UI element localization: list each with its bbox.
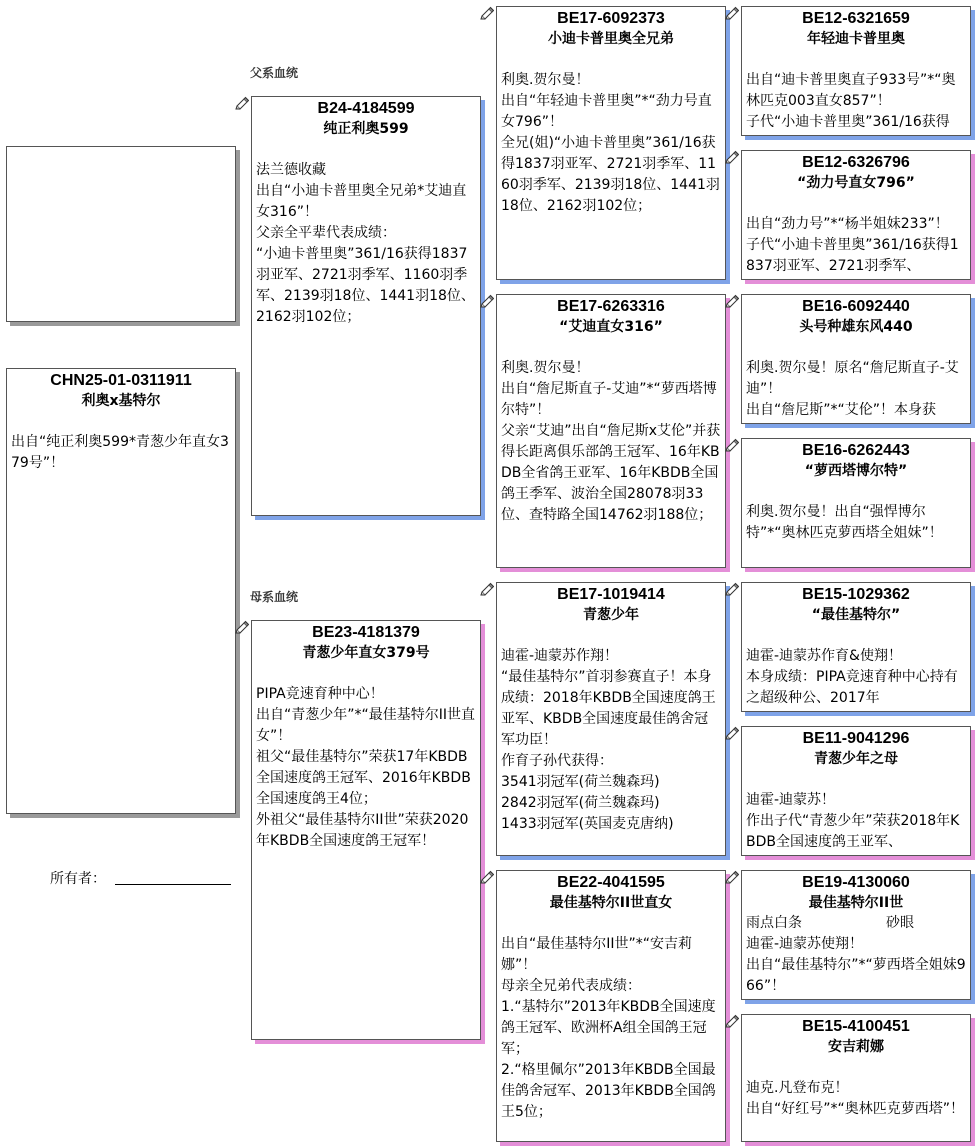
pencil-icon[interactable]: [725, 438, 739, 452]
dss-ring-number: BE15-1029362: [802, 586, 910, 603]
sds-notes: 利奥.贺尔曼！原名“詹尼斯直子-艾迪”！ 出自“詹尼斯”*“艾伦”！本身获: [746, 360, 959, 418]
dss-card[interactable]: [741, 582, 971, 712]
dam-line-label: 母系血统: [250, 590, 299, 604]
subject-name: 利奥x基特尔: [81, 393, 161, 409]
dam-card[interactable]: [251, 620, 481, 1040]
dam-dam-ring-number: BE22-4041595: [557, 874, 665, 891]
pencil-icon[interactable]: [725, 870, 739, 884]
sds-name: 头号种雄东风440: [799, 319, 913, 335]
sire-dam-card[interactable]: [496, 294, 726, 568]
dds-notes: 雨点白条 砂眼 迪霍-迪蒙苏使翔！ 出自“最佳基特尔”*“萝西塔全姐妹966”！: [746, 915, 966, 994]
pencil-icon[interactable]: [235, 96, 249, 110]
dsd-name: 青葱少年之母: [814, 751, 898, 767]
sdd-card[interactable]: [741, 438, 971, 568]
dds-card[interactable]: [741, 870, 971, 1000]
ssd-ring-number: BE12-6326796: [802, 154, 910, 171]
ddd-notes: 迪克.凡登布克！ 出自“好红号”*“奥林匹克萝西塔”！: [746, 1080, 965, 1117]
owner-label: 所有者：: [50, 871, 106, 887]
sdd-name: “萝西塔博尔特”: [804, 463, 908, 479]
pencil-icon[interactable]: [480, 582, 494, 596]
sds-card[interactable]: [741, 294, 971, 424]
dam-dam-card[interactable]: [496, 870, 726, 1142]
dsd-card[interactable]: [741, 726, 971, 856]
dsd-notes: 迪霍-迪蒙苏！ 作出子代“青葱少年”荣获2018年KBDB全国速度鸽王亚军、: [746, 792, 960, 850]
dam-dam-name: 最佳基特尔II世直女: [549, 895, 673, 911]
pencil-icon[interactable]: [480, 294, 494, 308]
pencil-icon[interactable]: [480, 870, 494, 884]
sire-dam-name: “艾迪直女316”: [559, 319, 663, 335]
photo-frame: [6, 146, 236, 322]
dds-ring-number: BE19-4130060: [802, 874, 910, 891]
dam-name: 青葱少年直女379号: [302, 645, 430, 661]
sire-sire-notes: 利奥.贺尔曼！ 出自“年轻迪卡普里奥”*“劲力号直女796”！ 全兄(姐)“小迪卡普里奥”361/16获得1837羽亚军、2721羽季军、1160羽季军、2139羽18位、1441羽18位、2162羽102位；: [501, 72, 720, 214]
sire-sire-card[interactable]: [496, 6, 726, 280]
dsd-ring-number: BE11-9041296: [802, 730, 910, 747]
sdd-ring-number: BE16-6262443: [802, 442, 910, 459]
sire-line-label: 父系血统: [250, 66, 299, 80]
pencil-icon[interactable]: [725, 726, 739, 740]
subject-notes: 出自“纯正利奥599*青葱少年直女379号”！: [11, 434, 229, 471]
sss-notes: 出自“迪卡普里奥直子933号”*“奥林匹克003直女857”！ 子代“小迪卡普里奥”361/16获得: [746, 72, 956, 130]
dam-sire-notes: 迪霍-迪蒙苏作翔！ “最佳基特尔”首羽参赛直子！本身成绩：2018年KBDB全国速度鸽王亚军、KBDB全国速度最佳鸽舍冠军功臣！ 作育子孙代获得： 3541羽冠军(荷兰魏森玛) 2842羽冠军(荷兰魏森玛) 1433羽冠军(英国麦克唐纳): [501, 648, 716, 832]
sss-name: 年轻迪卡普里奥: [807, 31, 905, 47]
pencil-icon[interactable]: [725, 150, 739, 164]
dam-ring-number: BE23-4181379: [312, 624, 420, 641]
owner-signature-line: [115, 884, 231, 885]
dam-notes: PIPA竞速育种中心！ 出自“青葱少年”*“最佳基特尔II世直女”！ 祖父“最佳基特尔”荣获17年KBDB全国速度鸽王冠军、2016年KBDB全国速度鸽王4位； 外祖父“最佳基特尔II世”荣获2020年KBDB全国速度鸽王冠军！: [256, 686, 476, 849]
sds-ring-number: BE16-6092440: [802, 298, 910, 315]
pencil-icon[interactable]: [725, 294, 739, 308]
pencil-icon[interactable]: [725, 1014, 739, 1028]
dam-sire-card[interactable]: [496, 582, 726, 856]
ddd-name: 安吉莉娜: [828, 1039, 884, 1055]
dds-name: 最佳基特尔II世: [808, 895, 904, 911]
sire-card[interactable]: [251, 96, 481, 516]
dam-sire-ring-number: BE17-1019414: [557, 586, 665, 603]
sire-ring-number: B24-4184599: [317, 100, 415, 117]
pencil-icon[interactable]: [480, 6, 494, 20]
sss-ring-number: BE12-6321659: [802, 10, 910, 27]
subject-ring-number: CHN25-01-0311911: [50, 372, 192, 389]
sss-card[interactable]: [741, 6, 971, 136]
pencil-icon[interactable]: [725, 6, 739, 20]
ssd-card[interactable]: [741, 150, 971, 280]
sire-notes: 法兰德收藏 出自“小迪卡普里奥全兄弟*艾迪直女316”！ 父亲全平辈代表成绩： “小迪卡普里奥”361/16获得1837羽亚军、2721羽季军、1160羽季军、2139羽18位、1441羽18位、2162羽102位；: [256, 162, 475, 325]
pencil-icon[interactable]: [725, 582, 739, 596]
dam-dam-notes: 出自“最佳基特尔II世”*“安吉莉娜”！ 母亲全兄弟代表成绩： 1.“基特尔”2013年KBDB全国速度鸽王冠军、欧洲杯A组全国鸽王冠军； 2.“格里佩尔”2013年KBDB全国最佳鸽舍冠军、2013年KBDB全国鸽王5位；: [501, 936, 716, 1120]
pencil-icon[interactable]: [235, 620, 249, 634]
sire-dam-ring-number: BE17-6263316: [557, 298, 665, 315]
sire-name: 纯正利奥599: [323, 121, 409, 137]
ddd-card[interactable]: [741, 1014, 971, 1142]
dss-name: “最佳基特尔”: [811, 607, 901, 623]
ssd-name: “劲力号直女796”: [797, 175, 915, 191]
dam-sire-name: 青葱少年: [583, 607, 639, 623]
ddd-ring-number: BE15-4100451: [802, 1018, 910, 1035]
ssd-notes: 出自“劲力号”*“杨半姐妹233”！ 子代“小迪卡普里奥”361/16获得1837羽亚军、2721羽季军、: [746, 216, 959, 274]
subject-card[interactable]: [6, 368, 236, 814]
dss-notes: 迪霍-迪蒙苏作育&使翔！ 本身成绩：PIPA竞速育种中心持有之超级种公、2017年: [746, 648, 958, 706]
sire-sire-name: 小迪卡普里奥全兄弟: [548, 31, 674, 47]
sdd-notes: 利奥.贺尔曼！出自“强悍博尔特”*“奥林匹克萝西塔全姐妹”！: [746, 504, 943, 541]
sire-sire-ring-number: BE17-6092373: [557, 10, 665, 27]
sire-dam-notes: 利奥.贺尔曼！ 出自“詹尼斯直子-艾迪”*“萝西塔博尔特”！ 父亲“艾迪”出自“詹尼斯x艾伦”并获得长距离俱乐部鸽王冠军、16年KBDB全省鸽王亚军、16年KBDB全国鸽王季军、波治全国28078羽33位、查特路全国14762羽188位；: [501, 360, 721, 523]
